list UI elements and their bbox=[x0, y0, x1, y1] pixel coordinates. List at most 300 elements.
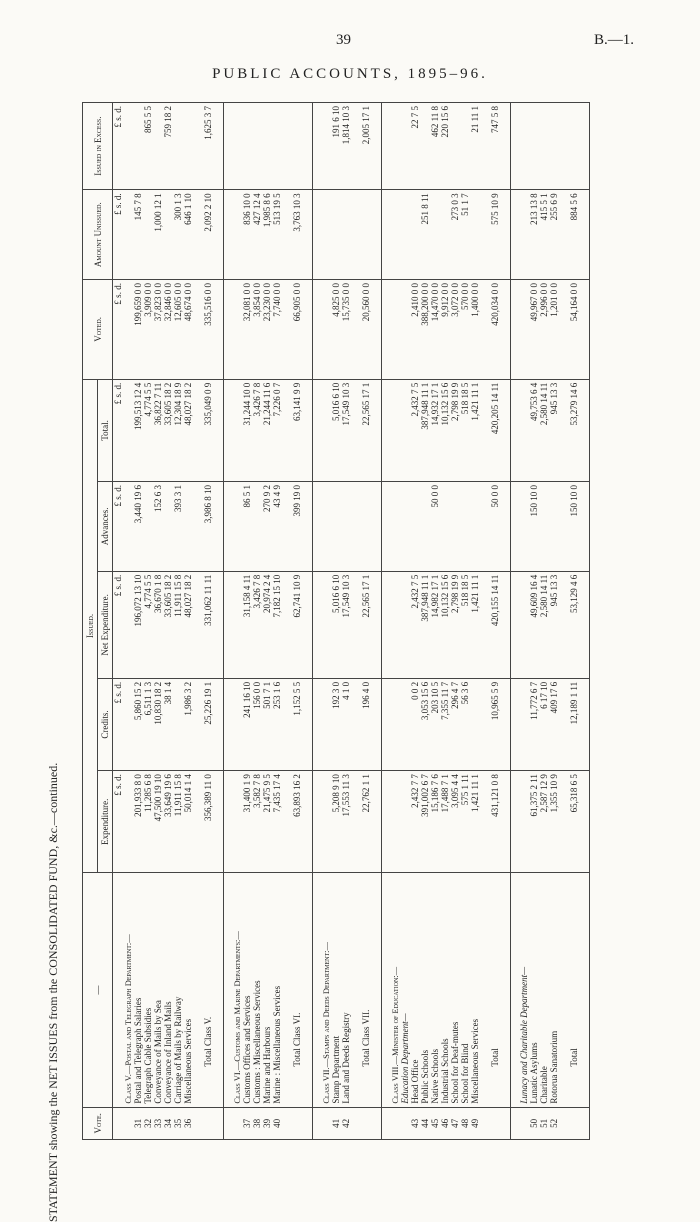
value-voted: 14,470 0 0 bbox=[430, 280, 440, 380]
advances-header: Advances. bbox=[98, 482, 113, 572]
value-cred: 5,860 15 2 bbox=[133, 678, 143, 770]
total-net: 62,741 10 9 bbox=[282, 571, 313, 678]
value-excess bbox=[183, 103, 193, 190]
currency-cell: £ s. d. bbox=[113, 571, 124, 678]
divider-cell bbox=[382, 190, 391, 280]
value-total: 21,244 11 6 bbox=[262, 379, 272, 481]
section-divider bbox=[313, 103, 322, 1140]
currency-cell: £ s. d. bbox=[113, 771, 124, 873]
value-unissued: 213 13 8 bbox=[529, 190, 539, 280]
value-adv bbox=[450, 482, 460, 572]
row-description: Conveyance of Mails by Sea bbox=[153, 873, 163, 1107]
divider-cell bbox=[224, 482, 233, 572]
empty-cell bbox=[390, 482, 400, 572]
empty-cell bbox=[400, 482, 410, 572]
issued-in-excess-header: Issued in Excess. bbox=[83, 103, 113, 190]
value-net: 518 18 5 bbox=[460, 571, 470, 678]
total-exp: 356,389 11 0 bbox=[193, 771, 224, 873]
empty-cell bbox=[232, 280, 242, 380]
vote-number: 41 bbox=[331, 1107, 341, 1139]
value-total: 4,774 5 5 bbox=[143, 379, 153, 481]
value-exp: 1,421 11 1 bbox=[470, 771, 480, 873]
vote-number: 35 bbox=[173, 1107, 183, 1139]
empty-cell bbox=[519, 190, 529, 280]
empty-cell bbox=[123, 280, 133, 380]
divider-cell bbox=[224, 771, 233, 873]
empty-cell bbox=[232, 190, 242, 280]
total-voted: 20,560 0 0 bbox=[351, 280, 382, 380]
vote-number: 36 bbox=[183, 1107, 193, 1139]
vote-number: 34 bbox=[163, 1107, 173, 1139]
row-description: Head Office bbox=[410, 873, 420, 1107]
value-excess: 759 18 2 bbox=[163, 103, 173, 190]
row-description: Carriage of Mails by Railway bbox=[173, 873, 183, 1107]
value-exp: 31,400 1 9 bbox=[242, 771, 252, 873]
divider-cell bbox=[313, 1107, 322, 1139]
value-total: 36,822 7 11 bbox=[153, 379, 163, 481]
empty-cell bbox=[400, 571, 410, 678]
row-description: Land and Deeds Registry bbox=[341, 873, 351, 1107]
empty-cell bbox=[123, 103, 133, 190]
value-total: 2,432 7 5 bbox=[410, 379, 420, 481]
total-excess bbox=[282, 103, 313, 190]
empty-cell bbox=[390, 103, 400, 190]
value-net: 2,580 14 11 bbox=[539, 571, 549, 678]
empty-cell bbox=[321, 103, 331, 190]
value-voted: 388,200 0 0 bbox=[420, 280, 430, 380]
total-unissued: 884 5 6 bbox=[559, 190, 590, 280]
vote-cell bbox=[282, 1107, 313, 1139]
value-cred: 296 4 7 bbox=[450, 678, 460, 770]
description-cell bbox=[113, 873, 124, 1107]
empty-cell bbox=[123, 379, 133, 481]
vote-number: 42 bbox=[341, 1107, 351, 1139]
total-row bbox=[480, 103, 511, 1140]
value-unissued: 273 0 3 bbox=[450, 190, 460, 280]
value-net: 945 13 3 bbox=[549, 571, 559, 678]
page-reference: B.—1. bbox=[594, 32, 635, 48]
total-excess: 747 5 8 bbox=[480, 103, 511, 190]
table-row bbox=[262, 103, 272, 1140]
row-description: Public Schools bbox=[420, 873, 430, 1107]
table-row bbox=[183, 103, 193, 1140]
section-divider bbox=[511, 103, 520, 1140]
empty-cell bbox=[390, 571, 400, 678]
value-exp: 2,432 7 7 bbox=[410, 771, 420, 873]
value-voted: 7,740 0 0 bbox=[272, 280, 282, 380]
table-row bbox=[549, 103, 559, 1140]
total-adv: 50 0 0 bbox=[480, 482, 511, 572]
value-cred: 38 1 4 bbox=[163, 678, 173, 770]
value-unissued bbox=[331, 190, 341, 280]
vote-cell bbox=[193, 1107, 224, 1139]
total-net: 22,565 17 1 bbox=[351, 571, 382, 678]
divider-cell bbox=[224, 190, 233, 280]
empty-cell bbox=[400, 103, 410, 190]
value-unissued: 145 7 8 bbox=[133, 190, 143, 280]
total-unissued: 575 10 9 bbox=[480, 190, 511, 280]
value-exp: 201,933 8 0 bbox=[133, 771, 143, 873]
value-unissued bbox=[163, 190, 173, 280]
value-total: 199,513 12 4 bbox=[133, 379, 143, 481]
total-label: Total bbox=[559, 873, 590, 1107]
total-total: 53,279 14 6 bbox=[559, 379, 590, 481]
empty-cell bbox=[123, 678, 133, 770]
value-total: 2,580 14 11 bbox=[539, 379, 549, 481]
value-excess bbox=[242, 103, 252, 190]
total-adv: 150 10 0 bbox=[559, 482, 590, 572]
divider-cell bbox=[224, 678, 233, 770]
value-voted: 37,823 0 0 bbox=[153, 280, 163, 380]
value-cred bbox=[470, 678, 480, 770]
total-total: 335,049 0 9 bbox=[193, 379, 224, 481]
divider-cell bbox=[313, 571, 322, 678]
vote-number: 38 bbox=[252, 1107, 262, 1139]
empty-cell bbox=[321, 482, 331, 572]
value-net: 387,948 11 1 bbox=[420, 571, 430, 678]
row-description: Conveyance of Inland Mails bbox=[163, 873, 173, 1107]
divider-cell bbox=[313, 190, 322, 280]
value-adv bbox=[252, 482, 262, 572]
empty-cell bbox=[232, 379, 242, 481]
value-net: 196,072 13 10 bbox=[133, 571, 143, 678]
total-label: Total bbox=[480, 873, 511, 1107]
value-adv bbox=[410, 482, 420, 572]
total-row bbox=[193, 103, 224, 1140]
table-row bbox=[450, 103, 460, 1140]
sub-label: Lunacy and Charitable Department— bbox=[519, 873, 529, 1107]
divider-cell bbox=[224, 379, 233, 481]
value-voted: 32,846 0 0 bbox=[163, 280, 173, 380]
empty-cell bbox=[232, 771, 242, 873]
value-unissued bbox=[341, 190, 351, 280]
currency-cell: £ s. d. bbox=[113, 103, 124, 190]
empty-cell bbox=[390, 678, 400, 770]
divider-cell bbox=[511, 190, 520, 280]
value-excess: 865 5 5 bbox=[143, 103, 153, 190]
class-heading-row bbox=[321, 103, 331, 1140]
value-cred: 501 7 1 bbox=[262, 678, 272, 770]
sub-label: Education Department— bbox=[400, 873, 410, 1107]
divider-cell bbox=[511, 571, 520, 678]
value-cred: 0 0 2 bbox=[410, 678, 420, 770]
row-description: Charitable bbox=[539, 873, 549, 1107]
value-adv: 393 3 1 bbox=[173, 482, 183, 572]
net-expenditure-header: Net Expenditure. bbox=[98, 571, 113, 678]
value-total: 1,421 11 1 bbox=[470, 379, 480, 481]
total-unissued bbox=[351, 190, 382, 280]
row-description: Customs : Miscellaneous Services bbox=[252, 873, 262, 1107]
total-cred: 196 4 0 bbox=[351, 678, 382, 770]
value-excess bbox=[153, 103, 163, 190]
value-cred: 11,772 6 7 bbox=[529, 678, 539, 770]
value-excess: 1,814 10 3 bbox=[341, 103, 351, 190]
total-header: Total. bbox=[98, 379, 113, 481]
row-description: Industrial Schools bbox=[440, 873, 450, 1107]
class-label: Class VIII.—Minister of Education:— bbox=[390, 873, 400, 1107]
value-adv: 50 0 0 bbox=[430, 482, 440, 572]
table-row bbox=[341, 103, 351, 1140]
empty-cell bbox=[519, 280, 529, 380]
value-adv bbox=[420, 482, 430, 572]
class-label: Class VI.—Customs and Marine Departments:— bbox=[232, 873, 242, 1107]
section-divider bbox=[224, 103, 233, 1140]
currency-cell: £ s. d. bbox=[113, 190, 124, 280]
divider-cell bbox=[382, 482, 391, 572]
value-unissued: 646 1 10 bbox=[183, 190, 193, 280]
value-cred: 409 17 6 bbox=[549, 678, 559, 770]
value-exp: 3,582 7 8 bbox=[252, 771, 262, 873]
divider-cell bbox=[313, 678, 322, 770]
table-row bbox=[460, 103, 470, 1140]
total-exp: 65,318 6 5 bbox=[559, 771, 590, 873]
value-excess bbox=[173, 103, 183, 190]
value-cred: 203 10 5 bbox=[430, 678, 440, 770]
vote-number: 31 bbox=[133, 1107, 143, 1139]
divider-cell bbox=[313, 379, 322, 481]
empty-cell bbox=[519, 482, 529, 572]
vote-cell bbox=[480, 1107, 511, 1139]
vote-cell bbox=[519, 1107, 529, 1139]
divider-cell bbox=[313, 103, 322, 190]
value-excess: 462 11 8 bbox=[430, 103, 440, 190]
value-voted: 3,854 0 0 bbox=[252, 280, 262, 380]
row-description: Marine : Miscellaneous Services bbox=[272, 873, 282, 1107]
value-adv: 86 5 1 bbox=[242, 482, 252, 572]
total-cred: 10,965 5 9 bbox=[480, 678, 511, 770]
value-unissued: 255 6 9 bbox=[549, 190, 559, 280]
value-excess: 21 11 1 bbox=[470, 103, 480, 190]
empty-cell bbox=[519, 571, 529, 678]
value-unissued: 1,985 8 6 bbox=[262, 190, 272, 280]
value-net: 5,016 6 10 bbox=[331, 571, 341, 678]
expenditure-header: Expenditure. bbox=[98, 771, 113, 873]
vote-number: 40 bbox=[272, 1107, 282, 1139]
value-exp: 33,649 19 6 bbox=[163, 771, 173, 873]
vote-number: 52 bbox=[549, 1107, 559, 1139]
divider-cell bbox=[511, 873, 520, 1107]
value-voted: 3,909 0 0 bbox=[143, 280, 153, 380]
row-description: School for Deaf-mutes bbox=[450, 873, 460, 1107]
net-issues-table bbox=[82, 102, 590, 1140]
vote-number: 45 bbox=[430, 1107, 440, 1139]
value-unissued: 1,000 12 1 bbox=[153, 190, 163, 280]
value-unissued bbox=[143, 190, 153, 280]
value-excess bbox=[539, 103, 549, 190]
value-excess bbox=[450, 103, 460, 190]
empty-cell bbox=[519, 771, 529, 873]
table-row bbox=[143, 103, 153, 1140]
total-exp: 22,762 1 1 bbox=[351, 771, 382, 873]
vote-cell bbox=[123, 1107, 133, 1139]
vote-cell bbox=[321, 1107, 331, 1139]
value-cred: 1,986 3 2 bbox=[183, 678, 193, 770]
total-exp: 431,121 0 8 bbox=[480, 771, 511, 873]
value-unissued: 427 12 4 bbox=[252, 190, 262, 280]
value-exp: 391,002 6 7 bbox=[420, 771, 430, 873]
total-adv bbox=[351, 482, 382, 572]
value-total: 387,948 11 1 bbox=[420, 379, 430, 481]
table-body bbox=[113, 103, 590, 1140]
value-voted: 49,967 0 0 bbox=[529, 280, 539, 380]
total-excess: 2,005 17 1 bbox=[351, 103, 382, 190]
empty-cell bbox=[123, 190, 133, 280]
value-exp: 47,500 19 10 bbox=[153, 771, 163, 873]
table-row bbox=[173, 103, 183, 1140]
total-net: 420,155 14 11 bbox=[480, 571, 511, 678]
total-adv: 3,986 8 10 bbox=[193, 482, 224, 572]
total-label: Total Class VI. bbox=[282, 873, 313, 1107]
value-voted: 4,825 0 0 bbox=[331, 280, 341, 380]
value-excess bbox=[529, 103, 539, 190]
value-exp: 7,435 17 4 bbox=[272, 771, 282, 873]
row-description: Rotorua Sanatorium bbox=[549, 873, 559, 1107]
total-exp: 63,893 16 2 bbox=[282, 771, 313, 873]
table-row bbox=[272, 103, 282, 1140]
divider-cell bbox=[382, 873, 391, 1107]
rotated-statement bbox=[46, 102, 668, 1222]
value-adv bbox=[539, 482, 549, 572]
value-net: 31,158 4 11 bbox=[242, 571, 252, 678]
total-voted: 335,516 0 0 bbox=[193, 280, 224, 380]
total-cred: 1,152 5 5 bbox=[282, 678, 313, 770]
divider-cell bbox=[382, 280, 391, 380]
value-net: 49,609 16 4 bbox=[529, 571, 539, 678]
table-row bbox=[410, 103, 420, 1140]
table-row bbox=[440, 103, 450, 1140]
total-row bbox=[559, 103, 590, 1140]
value-adv: 150 10 0 bbox=[529, 482, 539, 572]
divider-cell bbox=[511, 379, 520, 481]
value-total: 7,226 0 7 bbox=[272, 379, 282, 481]
total-excess: 1,625 3 7 bbox=[193, 103, 224, 190]
vote-number: 32 bbox=[143, 1107, 153, 1139]
value-unissued: 51 1 7 bbox=[460, 190, 470, 280]
vote-number: 37 bbox=[242, 1107, 252, 1139]
value-total: 49,753 6 4 bbox=[529, 379, 539, 481]
value-adv bbox=[460, 482, 470, 572]
empty-cell bbox=[519, 379, 529, 481]
vote-number: 39 bbox=[262, 1107, 272, 1139]
empty-cell bbox=[232, 103, 242, 190]
class-heading-row bbox=[123, 103, 133, 1140]
value-total: 518 18 5 bbox=[460, 379, 470, 481]
class-label: Class V.—Postal and Telegraph Department:— bbox=[123, 873, 133, 1107]
value-voted: 2,996 0 0 bbox=[539, 280, 549, 380]
subheading-row bbox=[400, 103, 410, 1140]
value-unissued bbox=[430, 190, 440, 280]
divider-cell bbox=[224, 103, 233, 190]
table-row bbox=[153, 103, 163, 1140]
value-cred: 10,830 18 2 bbox=[153, 678, 163, 770]
section-divider bbox=[382, 103, 391, 1140]
total-net: 53,129 4 6 bbox=[559, 571, 590, 678]
value-exp: 5,208 9 10 bbox=[331, 771, 341, 873]
empty-cell bbox=[400, 379, 410, 481]
total-adv: 399 19 0 bbox=[282, 482, 313, 572]
value-exp: 11,911 15 8 bbox=[173, 771, 183, 873]
value-excess bbox=[420, 103, 430, 190]
value-cred: 192 3 0 bbox=[331, 678, 341, 770]
table-row bbox=[430, 103, 440, 1140]
currency-cell: £ s. d. bbox=[113, 482, 124, 572]
total-label: Total Class V. bbox=[193, 873, 224, 1107]
value-voted: 1,201 0 0 bbox=[549, 280, 559, 380]
value-total: 10,132 15 6 bbox=[440, 379, 450, 481]
total-row bbox=[351, 103, 382, 1140]
divider-cell bbox=[313, 280, 322, 380]
vote-number: 51 bbox=[539, 1107, 549, 1139]
row-description: Native Schools bbox=[430, 873, 440, 1107]
value-unissued: 415 5 1 bbox=[539, 190, 549, 280]
empty-cell bbox=[400, 280, 410, 380]
value-net: 14,982 17 1 bbox=[430, 571, 440, 678]
value-total: 945 13 3 bbox=[549, 379, 559, 481]
value-excess bbox=[549, 103, 559, 190]
table-row bbox=[252, 103, 262, 1140]
empty-cell bbox=[123, 771, 133, 873]
value-total: 14,932 17 1 bbox=[430, 379, 440, 481]
vote-number: 47 bbox=[450, 1107, 460, 1139]
divider-cell bbox=[382, 678, 391, 770]
vote-header: Vote. bbox=[83, 1107, 113, 1139]
vote-number: 44 bbox=[420, 1107, 430, 1139]
value-adv bbox=[470, 482, 480, 572]
value-excess bbox=[133, 103, 143, 190]
statement-title: STATEMENT showing the NET ISSUES from the CONSOLIDATED FUND, &c.—continued. bbox=[46, 762, 60, 1222]
value-exp: 61,375 2 11 bbox=[529, 771, 539, 873]
divider-cell bbox=[511, 678, 520, 770]
divider-cell bbox=[313, 771, 322, 873]
empty-cell bbox=[519, 678, 529, 770]
value-net: 17,549 10 3 bbox=[341, 571, 351, 678]
total-cred: 12,189 1 11 bbox=[559, 678, 590, 770]
divider-cell bbox=[382, 1107, 391, 1139]
currency-cell: £ s. d. bbox=[113, 678, 124, 770]
value-total: 31,244 10 0 bbox=[242, 379, 252, 481]
value-voted: 2,410 0 0 bbox=[410, 280, 420, 380]
issued-header: Issued. bbox=[83, 379, 98, 873]
divider-cell bbox=[511, 482, 520, 572]
value-voted: 570 0 0 bbox=[460, 280, 470, 380]
divider-cell bbox=[224, 280, 233, 380]
value-unissued: 513 19 5 bbox=[272, 190, 282, 280]
value-excess bbox=[460, 103, 470, 190]
value-net: 20,974 2 4 bbox=[262, 571, 272, 678]
value-voted: 48,674 0 0 bbox=[183, 280, 193, 380]
value-adv: 270 9 2 bbox=[262, 482, 272, 572]
divider-cell bbox=[511, 280, 520, 380]
table-row bbox=[420, 103, 430, 1140]
value-net: 1,421 11 1 bbox=[470, 571, 480, 678]
table-row bbox=[133, 103, 143, 1140]
value-cred bbox=[173, 678, 183, 770]
value-voted: 199,659 0 0 bbox=[133, 280, 143, 380]
currency-row bbox=[113, 103, 124, 1140]
value-cred: 6,511 1 3 bbox=[143, 678, 153, 770]
vote-number: 33 bbox=[153, 1107, 163, 1139]
value-cred: 253 1 6 bbox=[272, 678, 282, 770]
row-description: Miscellaneous Services bbox=[183, 873, 193, 1107]
voted-header: Voted. bbox=[83, 280, 113, 380]
value-cred: 6 17 10 bbox=[539, 678, 549, 770]
value-adv bbox=[163, 482, 173, 572]
table-row bbox=[242, 103, 252, 1140]
value-unissued bbox=[440, 190, 450, 280]
class-label: Class VII.—Stamps and Deeds Department:— bbox=[321, 873, 331, 1107]
value-exp: 1,355 10 9 bbox=[549, 771, 559, 873]
value-cred: 156 0 0 bbox=[252, 678, 262, 770]
